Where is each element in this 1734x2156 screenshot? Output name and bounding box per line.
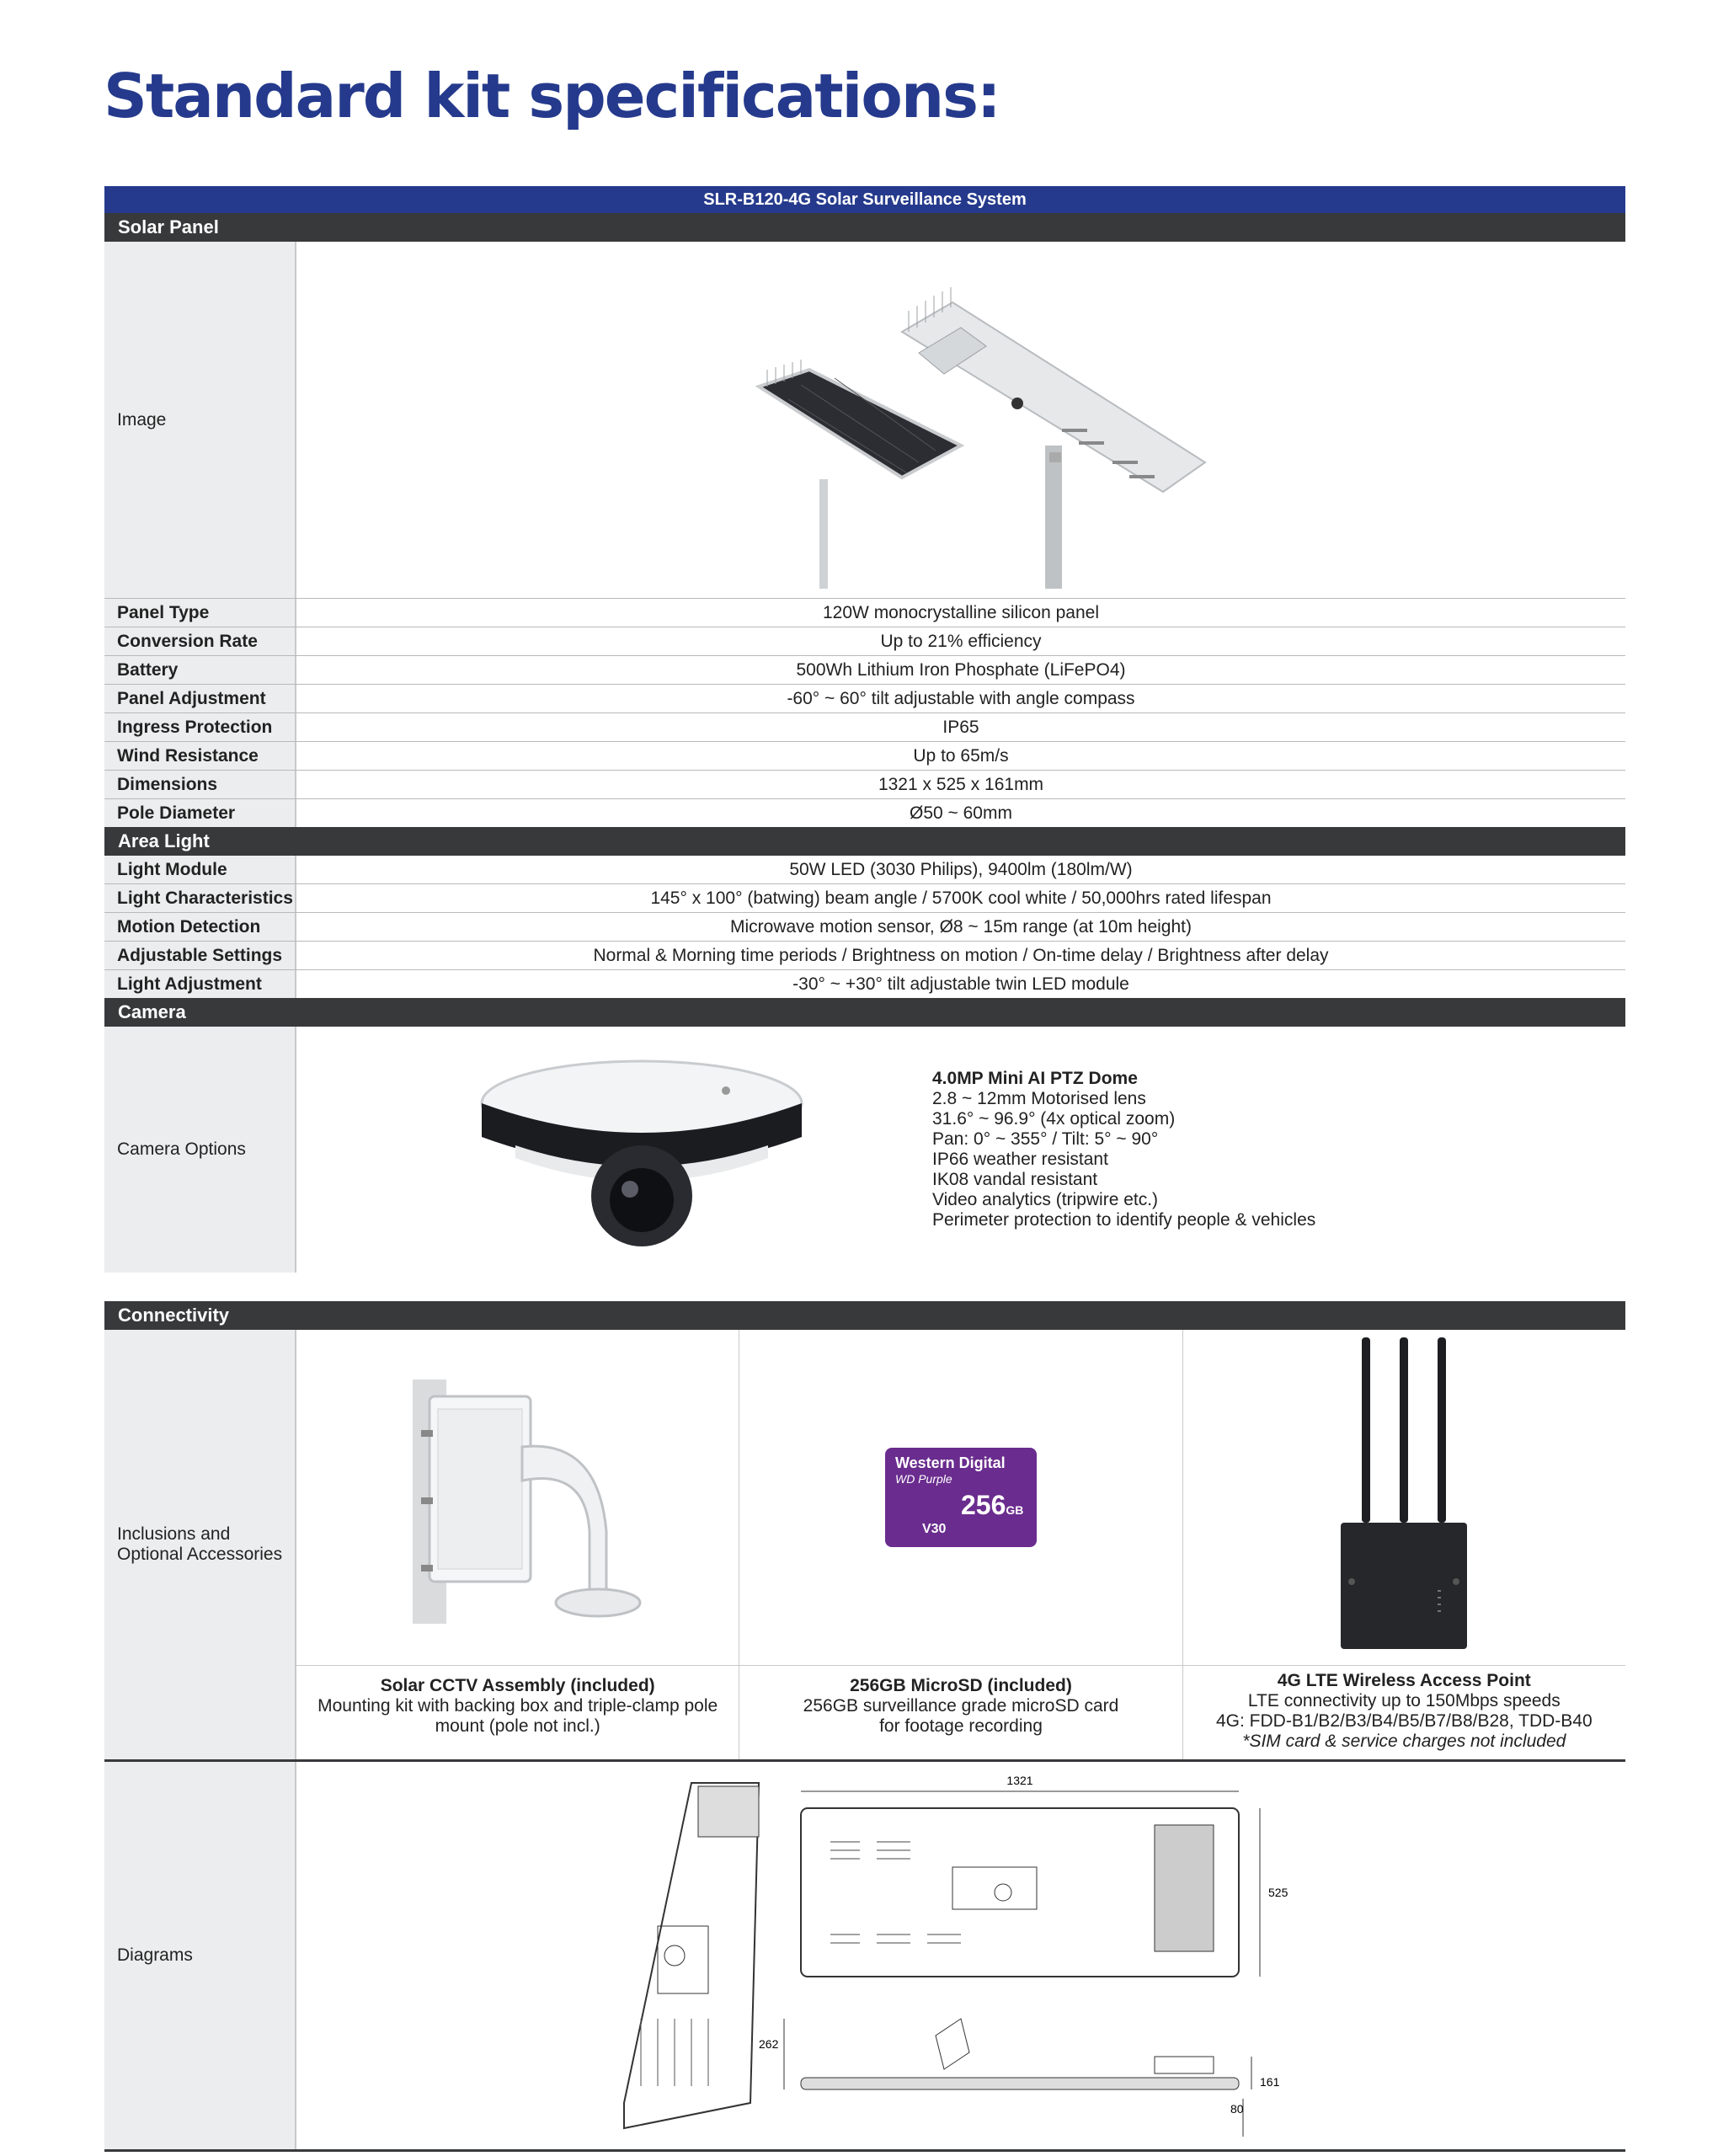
accessory-caption: 4G LTE Wireless Access Point LTE connectivity up to 150Mbps speeds 4G: FDD-B1/B2/B3/B4/B5/B7/B8/B28, TDD-B40 *SIM card & service charges not included xyxy=(1215,1671,1593,1751)
spec-label: Panel Adjustment xyxy=(104,685,296,712)
spec-label: Dimensions xyxy=(104,771,296,798)
camera-name: 4.0MP Mini AI PTZ Dome xyxy=(932,1069,1138,1088)
product-name-bar: SLR-B120-4G Solar Surveillance System xyxy=(104,186,1625,213)
accessories-grid xyxy=(296,1330,1625,1759)
area-light-specs xyxy=(104,856,1625,998)
spec-value: Normal & Morning time periods / Brightness on motion / On-time delay / Brightness after delay xyxy=(593,945,1329,965)
spec-row xyxy=(104,856,1625,884)
spec-row xyxy=(104,599,1625,627)
spec-label: Light Adjustment xyxy=(104,970,296,998)
camera-feature: Pan: 0° ~ 355° / Tilt: 5° ~ 90° xyxy=(932,1129,1159,1149)
spec-value: 50W LED (3030 Philips), 9400lm (180lm/W) xyxy=(789,859,1133,879)
section-area-light: Area Light xyxy=(104,827,1625,856)
spec-value: -60° ~ 60° tilt adjustable with angle compass xyxy=(787,688,1135,708)
spec-label: Battery xyxy=(104,656,296,684)
solar-street-light-image xyxy=(708,252,1214,589)
spec-label: Light Characteristics xyxy=(104,884,296,912)
camera-feature: 31.6° ~ 96.9° (4x optical zoom) xyxy=(932,1109,1176,1129)
solar-panel-specs xyxy=(104,599,1625,827)
camera-feature: Perimeter protection to identify people & vehicles xyxy=(932,1210,1316,1230)
dim-depth-label: 161 xyxy=(1260,2075,1280,2089)
camera-spec-text xyxy=(932,1069,1315,1230)
camera-feature: IP66 weather resistant xyxy=(932,1150,1108,1169)
spec-label: Panel Type xyxy=(104,599,296,627)
accessory-image-cell xyxy=(739,1330,1182,1666)
spec-value: Microwave motion sensor, Ø8 ~ 15m range (at 10m height) xyxy=(729,916,1192,937)
spec-value: 1321 x 525 x 161mm xyxy=(878,774,1044,794)
spec-label: Motion Detection xyxy=(104,913,296,941)
section-solar-panel: Solar Panel xyxy=(104,213,1625,242)
camera-row xyxy=(104,1027,1625,1273)
diagrams-row xyxy=(104,1762,1625,2152)
diagrams-cell xyxy=(296,1762,1625,2149)
spec-label: Pole Diameter xyxy=(104,799,296,827)
image-label: Image xyxy=(104,242,296,598)
accessory-image-cell xyxy=(1183,1330,1625,1666)
accessory-microsd xyxy=(739,1330,1182,1759)
camera-options-label: Camera Options xyxy=(104,1027,296,1273)
camera-feature: 2.8 ~ 12mm Motorised lens xyxy=(932,1089,1146,1108)
dim-length-label: 1321 xyxy=(1006,1774,1033,1787)
spec-row xyxy=(104,799,1625,827)
spec-row xyxy=(104,942,1625,970)
solar-light-image-cell xyxy=(296,242,1625,598)
spec-value: Ø50 ~ 60mm xyxy=(910,803,1012,823)
spec-label: Adjustable Settings xyxy=(104,942,296,969)
page-title: Standard kit specifications: xyxy=(104,61,1000,131)
spec-row xyxy=(104,713,1625,742)
spec-row xyxy=(104,685,1625,713)
spec-value: Up to 65m/s xyxy=(913,745,1009,766)
spec-sheet xyxy=(104,186,1625,2152)
spec-label: Ingress Protection xyxy=(104,713,296,741)
spec-value: 500Wh Lithium Iron Phosphate (LiFePO4) xyxy=(796,659,1126,680)
spec-value: 145° x 100° (batwing) beam angle / 5700K cool white / 50,000hrs rated lifespan xyxy=(650,888,1272,908)
camera-spacer xyxy=(104,1273,1625,1301)
spec-value: 120W monocrystalline silicon panel xyxy=(823,602,1099,622)
dim-bottom-label: 80 xyxy=(1230,2102,1244,2116)
camera-feature: IK08 vandal resistant xyxy=(932,1170,1098,1189)
spec-label: Light Module xyxy=(104,856,296,883)
dim-width-label: 525 xyxy=(1268,1886,1288,1899)
camera-feature: Video analytics (tripwire etc.) xyxy=(932,1190,1159,1209)
ptz-dome-camera-image xyxy=(465,1044,819,1255)
accessory-cctv-assembly xyxy=(296,1330,739,1759)
image-row xyxy=(104,242,1625,599)
accessories-row xyxy=(104,1330,1625,1762)
spec-label: Conversion Rate xyxy=(104,627,296,655)
camera-cell xyxy=(296,1027,1625,1273)
accessory-caption: 256GB MicroSD (included) 256GB surveillance grade microSD card for footage recording xyxy=(803,1676,1119,1736)
spec-row xyxy=(104,771,1625,799)
spec-label: Wind Resistance xyxy=(104,742,296,770)
spec-row xyxy=(104,913,1625,942)
spec-value: Up to 21% efficiency xyxy=(880,631,1042,651)
spec-row xyxy=(104,884,1625,913)
spec-value: -30° ~ +30° tilt adjustable twin LED module xyxy=(792,974,1129,994)
spec-row xyxy=(104,742,1625,771)
spec-value: IP65 xyxy=(942,717,979,737)
spec-row xyxy=(104,627,1625,656)
accessory-4g-access-point xyxy=(1183,1330,1625,1759)
spec-row xyxy=(104,970,1625,998)
accessories-label: Inclusions and Optional Accessories xyxy=(104,1330,296,1759)
diagrams-label: Diagrams xyxy=(104,1762,296,2149)
microsd-card-image: Western Digital WD Purple 256GB V30 xyxy=(885,1448,1037,1547)
dim-side-label: 262 xyxy=(759,2037,779,2051)
technical-drawing xyxy=(607,1766,1315,2145)
section-camera: Camera xyxy=(104,998,1625,1027)
wall-mount-bracket-image xyxy=(379,1363,657,1632)
accessory-caption: Solar CCTV Assembly (included) Mounting kit with backing box and triple-clamp pole mount (pole not incl.) xyxy=(317,1676,718,1736)
spec-row xyxy=(104,656,1625,685)
lte-router-image xyxy=(1328,1337,1480,1657)
accessory-image-cell xyxy=(296,1330,739,1666)
section-connectivity: Connectivity xyxy=(104,1301,1625,1330)
